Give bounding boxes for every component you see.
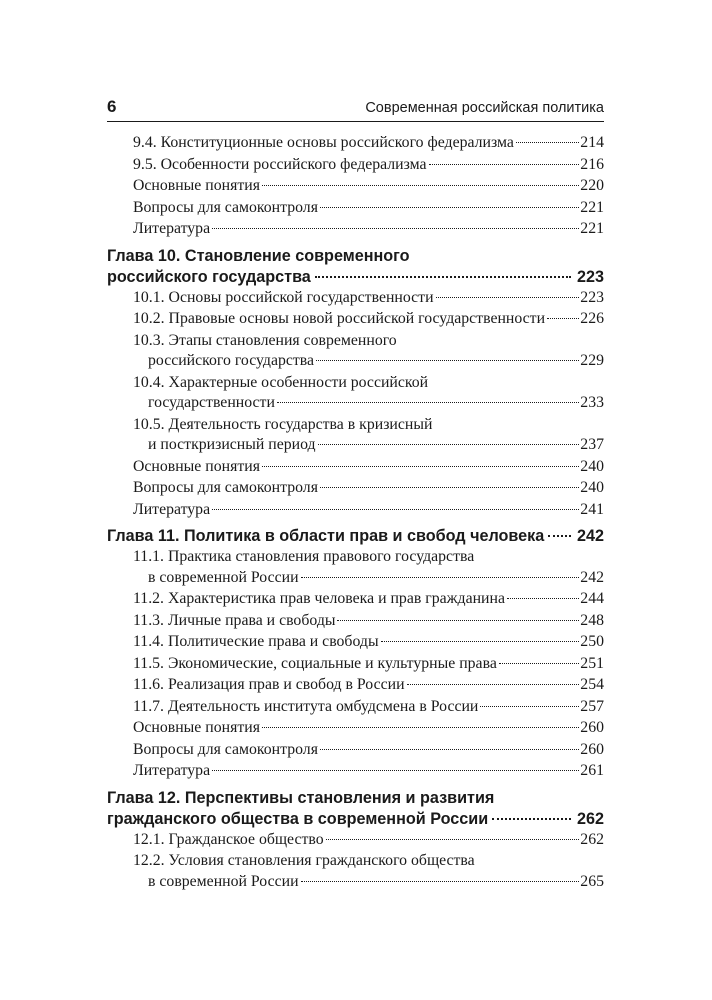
- toc-entry-title-line: российского государства: [107, 267, 311, 286]
- toc-entry-title-line: российского государства: [148, 352, 315, 369]
- toc-item-entry: [107, 500, 604, 521]
- toc-entry-title-line: Вопросы для самоконтроля: [133, 479, 318, 496]
- toc-item-entry: [107, 457, 604, 478]
- dot-leader: [337, 620, 579, 621]
- toc-entry-title-line: Глава 12. Перспективы становления и развития: [107, 788, 495, 807]
- toc-entry-title-line: 11.2. Характеристика прав человека и прав гражданина: [133, 590, 505, 607]
- toc-page-number: 221: [580, 198, 604, 216]
- toc-entry-title-line: Литература: [133, 762, 211, 779]
- toc-page-number: 248: [580, 611, 604, 629]
- header-rule: [107, 121, 604, 122]
- toc-page-number: 262: [580, 830, 604, 848]
- toc-entry-title-line: 10.5. Деятельность государства в кризисный: [133, 415, 433, 433]
- toc-page-number: 260: [580, 719, 604, 736]
- toc-entry-title-line: 11.4. Политические права и свободы: [133, 633, 379, 650]
- dot-leader: [212, 228, 579, 229]
- toc-section-entry: [107, 373, 604, 414]
- toc-section-entry: [107, 133, 604, 154]
- toc-page-number: 261: [580, 762, 604, 779]
- toc-entry-title-line: Основные понятия: [133, 177, 260, 194]
- toc-page-number: 257: [580, 697, 604, 715]
- dot-leader: [315, 276, 571, 278]
- dot-leader: [318, 444, 580, 445]
- toc-chapter-entry: [107, 246, 604, 288]
- toc-entry-title-line: 11.5. Экономические, социальные и культурные права: [133, 654, 497, 672]
- toc-section-entry: [107, 851, 604, 892]
- toc-entry-title-line: Литература: [133, 220, 211, 237]
- toc-page-number: 244: [580, 590, 604, 607]
- toc-entry-title-line: Глава 10. Становление современного: [107, 246, 410, 265]
- dot-leader: [320, 207, 579, 208]
- toc-entry-title-line: Вопросы для самоконтроля: [133, 198, 318, 216]
- dot-leader: [212, 509, 579, 510]
- toc-entry-title-line: 10.1. Основы российской государственности: [133, 288, 434, 306]
- toc-section-entry: [107, 547, 604, 588]
- toc-section-entry: [107, 589, 604, 610]
- dot-leader: [320, 749, 579, 750]
- toc-item-entry: [107, 176, 604, 197]
- running-title: Современная российская политика: [365, 100, 604, 116]
- dot-leader: [212, 770, 579, 771]
- toc-section-entry: [107, 415, 604, 456]
- toc-page-number: 240: [580, 457, 604, 475]
- toc-page-number: 221: [580, 220, 604, 237]
- toc-entry-title-line: гражданского общества в современной России: [107, 809, 489, 828]
- toc-page-number: 242: [576, 527, 604, 545]
- toc-page-number: 242: [580, 568, 604, 586]
- toc-entry-title-line: 9.5. Особенности российского федерализма: [133, 155, 427, 173]
- toc-chapter-entry: [107, 526, 604, 547]
- dot-leader: [516, 142, 579, 143]
- dot-leader: [507, 598, 579, 599]
- toc-item-entry: [107, 718, 604, 739]
- toc-page-number: 241: [580, 500, 604, 518]
- toc-entry-title-line: 11.1. Практика становления правового государства: [133, 548, 475, 565]
- toc-page-number: 226: [580, 310, 604, 327]
- toc-page-number: 254: [580, 676, 604, 693]
- toc-item-entry: [107, 198, 604, 219]
- toc-item-entry: [107, 761, 604, 782]
- dot-leader: [316, 360, 579, 361]
- toc-section-entry: [107, 309, 604, 330]
- dot-leader: [277, 402, 579, 403]
- table-of-contents: [107, 133, 604, 893]
- toc-entry-title-line: 11.7. Деятельность института омбудсмена в России: [133, 697, 479, 715]
- dot-leader: [301, 577, 580, 578]
- dot-leader: [547, 318, 579, 319]
- dot-leader: [480, 706, 579, 707]
- toc-page-number: 265: [580, 872, 604, 890]
- toc-entry-title-line: в современной России: [148, 872, 299, 890]
- toc-item-entry: [107, 478, 604, 499]
- toc-section-entry: [107, 155, 604, 176]
- toc-item-entry: [107, 219, 604, 240]
- toc-section-entry: [107, 611, 604, 632]
- dot-leader: [548, 535, 571, 537]
- toc-entry-title-line: 10.2. Правовые основы новой российской государственности: [133, 310, 546, 327]
- toc-entry-title-line: Основные понятия: [133, 457, 260, 475]
- page-header: [107, 97, 604, 123]
- toc-entry-title-line: и посткризисный период: [148, 436, 316, 453]
- toc-page-number: 240: [580, 479, 604, 496]
- toc-page-number: 229: [580, 352, 604, 369]
- toc-entry-title-line: 11.6. Реализация прав и свобод в России: [133, 676, 405, 693]
- toc-page-number: 262: [576, 809, 604, 828]
- dot-leader: [262, 727, 579, 728]
- dot-leader: [407, 684, 580, 685]
- dot-leader: [326, 839, 580, 840]
- toc-entry-title-line: 11.3. Личные права и свободы: [133, 611, 336, 629]
- toc-chapter-entry: [107, 788, 604, 830]
- dot-leader: [381, 641, 580, 642]
- toc-entry-title-line: 10.4. Характерные особенности российской: [133, 373, 429, 391]
- toc-page-number: 233: [580, 394, 604, 411]
- toc-entry-title-line: 9.4. Конституционные основы российского федерализма: [133, 134, 514, 151]
- toc-section-entry: [107, 675, 604, 696]
- dot-leader: [320, 487, 579, 488]
- toc-page-number: 237: [580, 436, 604, 453]
- toc-page-number: 250: [580, 633, 604, 650]
- dot-leader: [436, 297, 580, 298]
- toc-section-entry: [107, 697, 604, 718]
- toc-section-entry: [107, 830, 604, 851]
- dot-leader: [262, 185, 579, 186]
- toc-entry-title-line: 10.3. Этапы становления современного: [133, 331, 397, 349]
- dot-leader: [492, 818, 571, 820]
- toc-entry-title-line: государственности: [148, 394, 275, 411]
- toc-section-entry: [107, 632, 604, 653]
- toc-page-number: 214: [580, 134, 604, 151]
- toc-page-number: 260: [580, 740, 604, 758]
- toc-section-entry: [107, 654, 604, 675]
- dot-leader: [499, 663, 579, 664]
- toc-entry-title-line: Глава 11. Политика в области прав и свобод человека: [107, 527, 545, 545]
- toc-entry-title-line: Вопросы для самоконтроля: [133, 740, 318, 758]
- toc-page-number: 216: [580, 155, 604, 173]
- toc-section-entry: [107, 331, 604, 372]
- toc-page-number: 223: [576, 267, 604, 286]
- page-number: 6: [107, 97, 117, 116]
- toc-entry-title-line: 12.1. Гражданское общество: [133, 830, 324, 848]
- toc-page-number: 220: [580, 177, 604, 194]
- toc-section-entry: [107, 288, 604, 309]
- toc-entry-title-line: Литература: [133, 500, 211, 518]
- toc-page-number: 251: [580, 654, 604, 672]
- dot-leader: [429, 164, 580, 165]
- dot-leader: [262, 466, 579, 467]
- toc-page-number: 223: [580, 288, 604, 306]
- toc-item-entry: [107, 740, 604, 761]
- toc-entry-title-line: Основные понятия: [133, 719, 260, 736]
- toc-entry-title-line: в современной России: [148, 568, 299, 586]
- dot-leader: [301, 881, 580, 882]
- toc-entry-title-line: 12.2. Условия становления гражданского общества: [133, 852, 475, 869]
